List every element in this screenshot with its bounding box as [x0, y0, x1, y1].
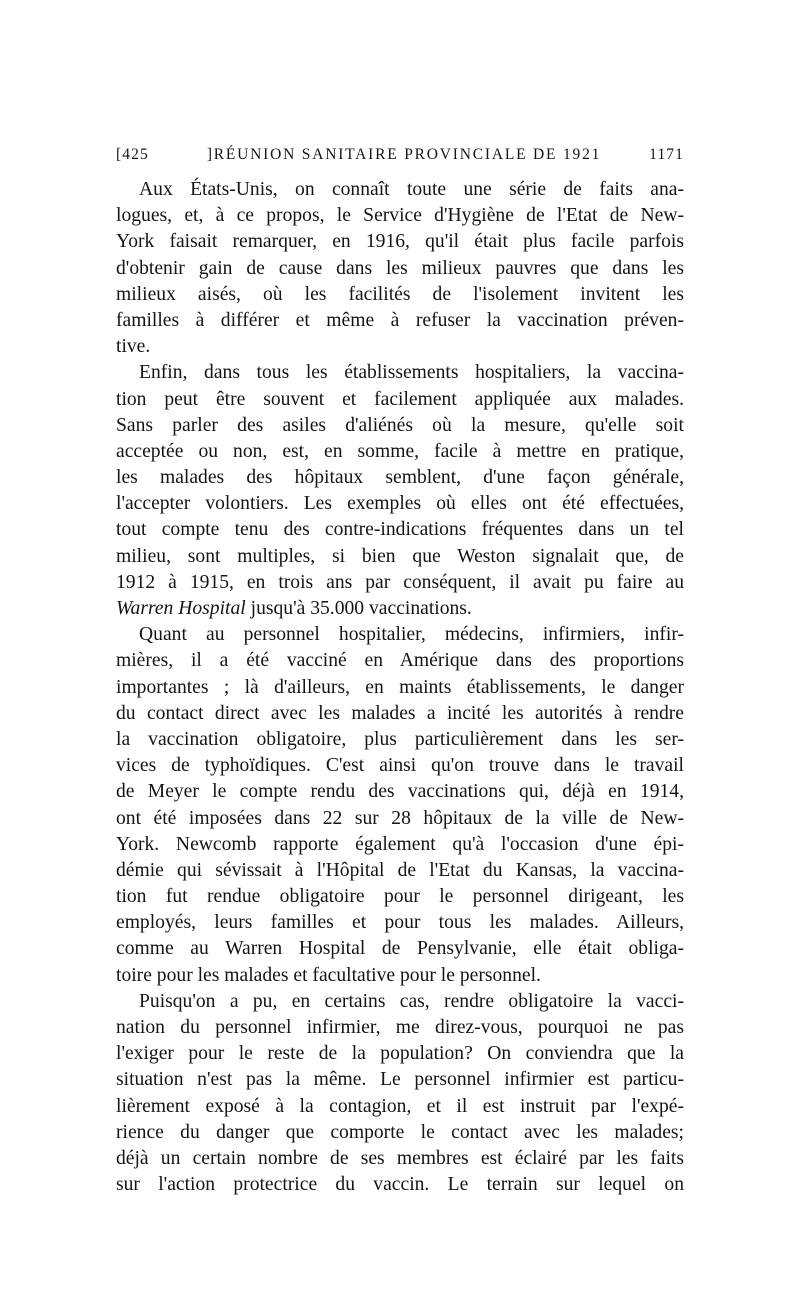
text-line: acceptée ou non, est, en somme, facile à mettre en pratique, [116, 440, 684, 462]
text-line: York faisait remarquer, en 1916, qu'il était plus facile parfois [116, 231, 684, 253]
text-line: rience du danger que comporte le contact avec les malades; [116, 1121, 684, 1143]
text-line: Puisqu'on a pu, en certains cas, rendre obligatoire la vacci- [139, 990, 684, 1012]
text-line: familles à différer et même à refuser la vaccination préven- [116, 309, 684, 331]
text-line: l'exiger pour le reste de la population? On conviendra que la [116, 1043, 684, 1065]
text-line: tout compte tenu des contre-indications fréquentes dans un tel [116, 519, 684, 541]
text-line: employés, leurs familles et pour tous les malades. Ailleurs, [116, 912, 684, 934]
text-line: toire pour les malades et facultative pour le personnel. [116, 964, 541, 986]
text-line: vices de typhoïdiques. C'est ainsi qu'on trouve dans le travail [116, 755, 684, 777]
running-head-page-ref: [425 [116, 146, 149, 163]
text-line-rest: jusqu'à 35.000 vaccinations. [245, 598, 472, 619]
text-line: démie qui sévissait à l'Hôpital de l'Etat du Kansas, la vaccina- [116, 859, 684, 881]
paragraph-4 [116, 989, 684, 1199]
text-line: Quant au personnel hospitalier, médecins, infirmiers, infir- [139, 624, 684, 646]
text-line: Sans parler des asiles d'aliénés où la mesure, qu'elle soit [116, 414, 684, 436]
running-head [116, 146, 684, 168]
text-line: logues, et, à ce propos, le Service d'Hygiène de l'Etat de New- [116, 205, 684, 227]
paragraph-1 [116, 177, 684, 360]
text-line: tion fut rendue obligatoire pour le personnel dirigeant, les [116, 886, 684, 908]
paragraph-2 [116, 360, 684, 622]
text-line: York. Newcomb rapporte également qu'à l'occasion d'une épi- [116, 833, 684, 855]
text-line: 1912 à 1915, en trois ans par conséquent, il avait pu faire au [116, 571, 684, 593]
text-line: milieu, sont multiples, si bien que Weston signalait que, de [116, 545, 684, 567]
text-line: déjà un certain nombre de ses membres est éclairé par les faits [116, 1147, 684, 1169]
paragraph-3 [116, 622, 684, 989]
text-line: les malades des hôpitaux semblent, d'une façon générale, [116, 467, 684, 489]
body-text [116, 177, 684, 1198]
text-line: situation n'est pas la même. Le personnel infirmier est particu- [116, 1069, 684, 1091]
running-head-title: ]RÉUNION SANITAIRE PROVINCIALE DE 1921 [206, 146, 602, 163]
text-line: d'obtenir gain de cause dans les milieux pauvres que dans les [116, 257, 684, 279]
text-line: tive. [116, 336, 151, 358]
text-line: tion peut être souvent et facilement appliquée aux malades. [116, 388, 684, 410]
text-line: sur l'action protectrice du vaccin. Le terrain sur lequel on [116, 1174, 684, 1196]
text-line: importantes ; là d'ailleurs, en maints établissements, le danger [116, 676, 684, 698]
text-line: la vaccination obligatoire, plus particulièrement dans les ser- [116, 728, 684, 750]
text-line: Aux États-Unis, on connaît toute une série de faits ana- [139, 179, 684, 200]
text-line: nation du personnel infirmier, me direz-vous, pourquoi ne pas [116, 1017, 684, 1038]
text-line: mières, il a été vacciné en Amérique dans des proportions [116, 650, 684, 672]
text-line: lièrement exposé à la contagion, et il est instruit par l'expé- [116, 1095, 684, 1117]
text-line: Enfin, dans tous les établissements hospitaliers, la vaccina- [139, 362, 684, 384]
page-number: 1171 [649, 146, 684, 163]
text-line: milieux aisés, où les facilités de l'isolement invitent les [116, 283, 684, 305]
text-line: ont été imposées dans 22 sur 28 hôpitaux de la ville de New- [116, 807, 684, 829]
text-line: du contact direct avec les malades a incité les autorités à rendre [116, 702, 684, 724]
italic-hospital-name: Warren Hospital [116, 598, 246, 619]
text-line: comme au Warren Hospital de Pensylvanie, elle était obliga- [116, 938, 684, 960]
text-line: l'accepter volontiers. Les exemples où elles ont été effectuées, [116, 493, 684, 515]
text-line-italic-title [116, 596, 684, 622]
text-line: de Meyer le compte rendu des vaccinations qui, déjà en 1914, [116, 781, 684, 803]
